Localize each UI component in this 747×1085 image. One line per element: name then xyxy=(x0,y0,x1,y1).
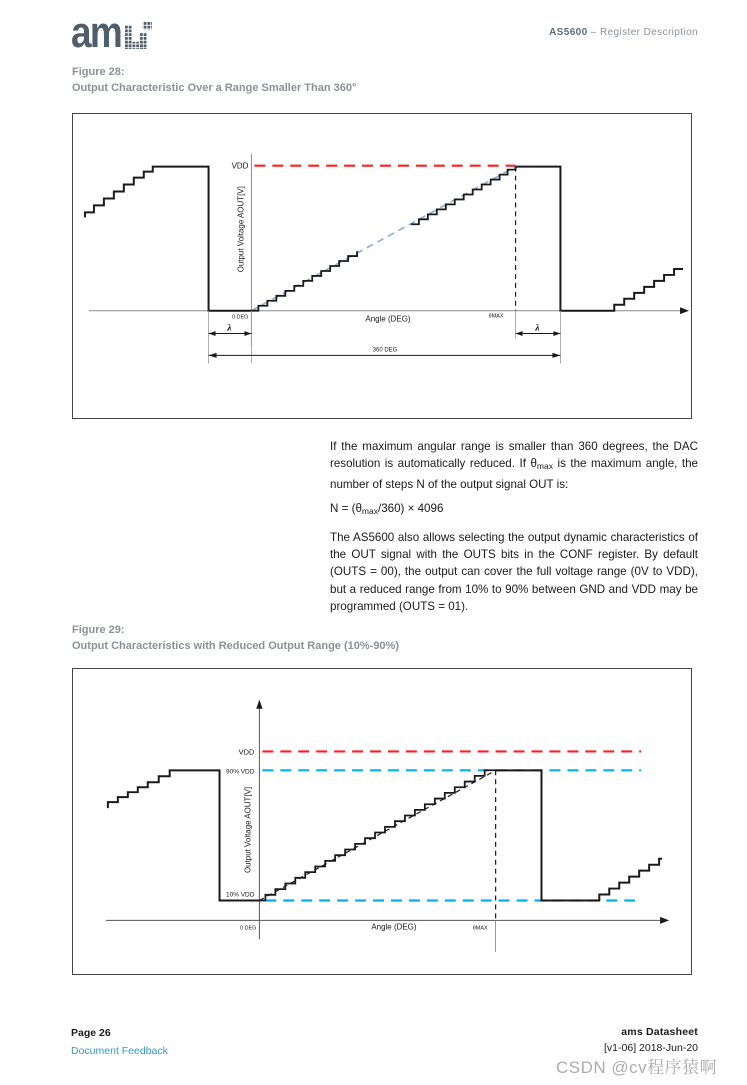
document-feedback-link[interactable]: Document Feedback xyxy=(71,1045,168,1057)
figure-29-caption: Output Characteristics with Reduced Output Range (10%-90%) xyxy=(72,640,399,652)
lambda-label-right: λ xyxy=(535,322,540,334)
paragraph-1-text-end: is the maximum angle, the number of steps N of the output signal OUT is: xyxy=(330,457,698,491)
figure-29-label: Figure 29: xyxy=(72,624,125,636)
ams-logo-text: am xyxy=(71,8,122,57)
doc-type: Register Description xyxy=(599,27,698,38)
y-axis-label: Output Voltage AOUT[V] xyxy=(243,786,253,873)
figure-28-diagram xyxy=(72,113,692,419)
output-trace-left xyxy=(85,167,251,311)
formula-text: N = (θ xyxy=(330,502,362,516)
steps-formula xyxy=(330,500,698,520)
vdd-label: VDD xyxy=(231,161,249,171)
output-trace-right xyxy=(496,770,662,900)
y-axis-label: Output Voltage AOUT[V] xyxy=(236,186,246,273)
header-doc-title xyxy=(549,27,698,38)
output-staircase-a xyxy=(251,251,357,311)
paragraph-2: The AS5600 also allows selecting the output dynamic characteristics of the OUT signal with the OUTS bits in the CONF register. By default (OUTS = 00), the output can cover the full voltage range (0V to VDD), but a reduced range from 10% to 90% between GND and VDD may be programmed (OUTS = 01). xyxy=(330,530,698,614)
watermark: CSDN @cv程序猿啊 xyxy=(556,1058,718,1077)
lambda-label-left: λ xyxy=(227,322,232,334)
vdd-label: VDD xyxy=(238,747,255,757)
ams-logo xyxy=(71,8,152,57)
theta-max-label: θMAX xyxy=(488,313,504,320)
vdd10-label: 10% VDD xyxy=(226,891,255,899)
x-axis-label: Angle (DEG) xyxy=(371,922,417,932)
footer-right xyxy=(604,1024,698,1056)
range-360-label: 360 DEG xyxy=(372,347,398,354)
body-text xyxy=(330,438,698,616)
figure-29-plot xyxy=(73,669,691,974)
figure-28-caption: Output Characteristic Over a Range Smaller Than 360° xyxy=(72,82,357,94)
page-number: Page 26 xyxy=(71,1027,111,1039)
zero-deg-label: 0 DEG xyxy=(231,314,249,321)
range-360-dimension xyxy=(209,353,561,358)
theta-max-label: θMAX xyxy=(472,925,488,932)
paragraph-1 xyxy=(330,438,698,493)
footer-brand: ams Datasheet xyxy=(621,1026,698,1038)
footer-version: [v1-06] 2018-Jun-20 xyxy=(604,1042,698,1054)
separator: – xyxy=(590,27,597,38)
paragraph-1-text: If the maximum angular range is smaller than 360 degrees, the DAC resolution is automatically reduced. If θ xyxy=(330,440,698,471)
output-staircase-b xyxy=(411,167,516,225)
product-name: AS5600 xyxy=(549,27,588,38)
footer-left xyxy=(71,1024,168,1060)
output-trace-left xyxy=(108,770,260,900)
theta-subscript: max xyxy=(536,461,553,472)
zero-deg-label: 0 DEG xyxy=(239,925,257,932)
formula-subscript: max xyxy=(361,506,378,517)
ams-logo-pixel-icon xyxy=(125,22,152,49)
vdd90-label: 90% VDD xyxy=(226,768,255,776)
figure-28-title xyxy=(72,64,356,96)
x-axis-arrow-icon xyxy=(680,307,689,314)
output-trace-right xyxy=(516,167,683,311)
formula-text-end: /360) × 4096 xyxy=(377,502,444,516)
x-axis-arrow-icon xyxy=(660,917,669,924)
figure-29-title xyxy=(72,622,399,654)
y-axis-arrow-icon xyxy=(256,700,262,709)
x-axis-label: Angle (DEG) xyxy=(365,314,411,324)
figure-28-label: Figure 28: xyxy=(72,66,125,78)
figure-28-plot xyxy=(73,114,691,418)
ideal-dac-line xyxy=(251,167,515,311)
figure-29-diagram xyxy=(72,668,692,975)
